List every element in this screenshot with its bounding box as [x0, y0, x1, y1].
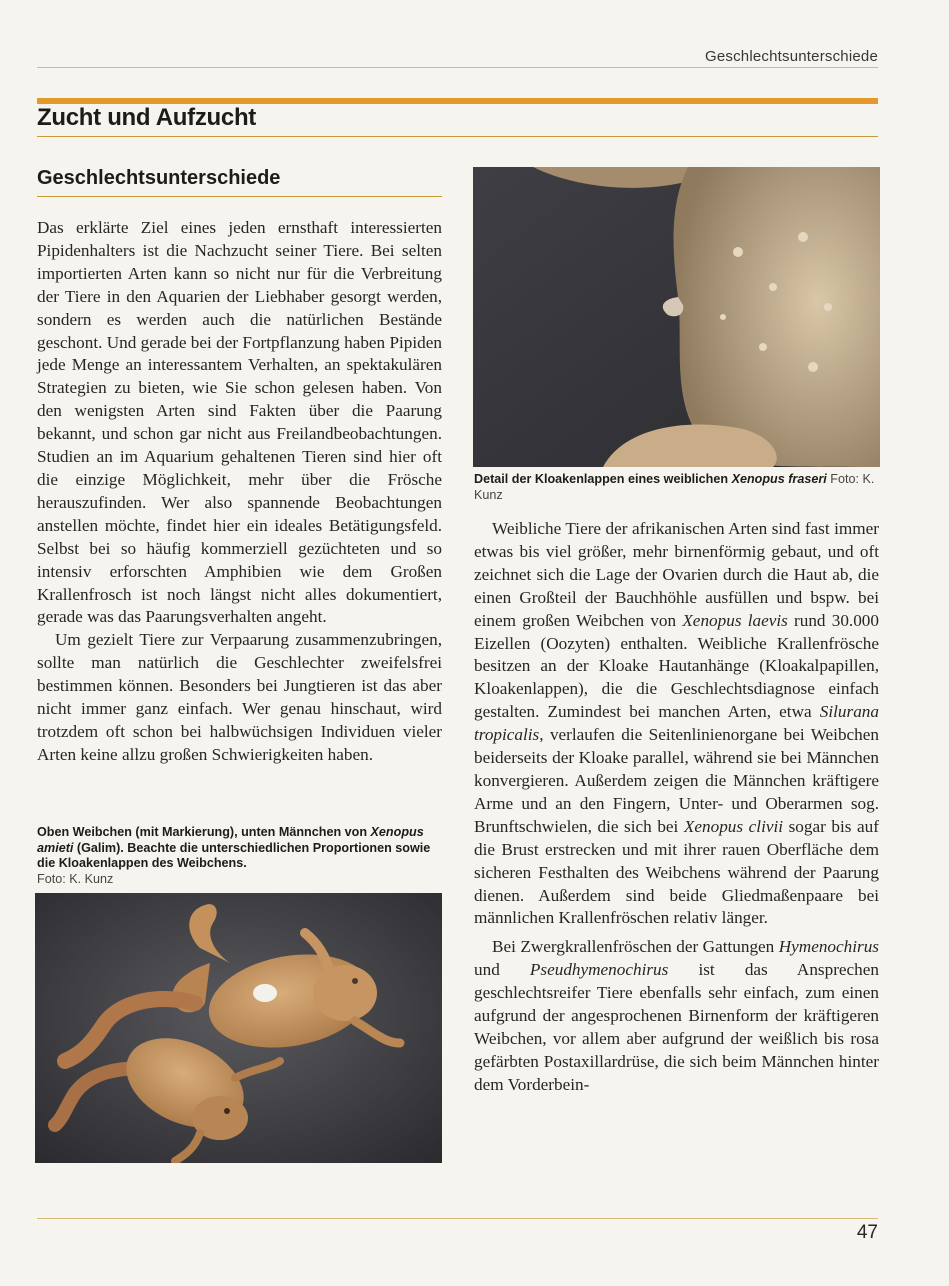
- caption-text: Oben Weibchen (mit Markierung), unten Männchen von: [37, 825, 371, 839]
- detail-caption: [474, 472, 879, 503]
- text-run: rund 30.000 Eizellen (Oozyten) enthalten. Weibliche Krallenfrösche besitzen an der Kloake Hautanhänge (Kloakalpapillen, Kloakenlappen), die die Geschlechtsdiagnose einfach gestalten. Zumindest bei manchen Arten, etwa: [474, 610, 879, 722]
- caption-text: Detail der Kloakenlappen eines weiblichen: [474, 472, 732, 486]
- paragraph: [474, 936, 879, 1096]
- caption-text: (Galim). Beachte die unterschiedlichen Proportionen sowie die Kloakenlappen des Weibchens.: [37, 840, 431, 870]
- caption-species: Xenopus fraseri: [731, 472, 827, 486]
- caption-species: Xenopus amieti: [37, 825, 424, 855]
- photo-credit: Foto: K. Kunz: [37, 871, 114, 886]
- section-rule: [37, 196, 442, 197]
- cloaca-detail-photo: [473, 167, 880, 467]
- right-column-text: [474, 518, 879, 1097]
- text-run: Weibliche Tiere der afrikanischen Arten sind fast immer etwas bis viel größer, mehr birnenförmig gebaut, und oft zeichnet sich die Lage der Ovarien durch die Haut ab, die einen Großteil der Bauchhöhle ausfüllen und bspw. bei einem großen Weibchen von: [474, 519, 879, 630]
- section-title: Geschlechtsunterschiede: [37, 167, 281, 189]
- paragraph: [474, 518, 879, 930]
- page-number: 47: [856, 1222, 878, 1243]
- genus-name: Pseudhymenochirus: [529, 960, 669, 980]
- text-run: Bei Zwergkrallenfröschen der Gattungen: [492, 937, 779, 957]
- frogs-photo: [35, 893, 442, 1163]
- header-rule: [37, 67, 878, 68]
- paragraph: Um gezielt Tiere zur Verpaarung zusammenzubringen, sollte man natürlich die Geschlechter zweifelsfrei bestimmen können. Besonders bei Jungtieren ist das aber nicht immer ganz einfach. Wer genau hinschaut, wird trotzdem oft schon bei halbwüchsigen Individuen vieler Arten keine allzu großen Schwierigkeiten haben.: [37, 630, 442, 764]
- chapter-title: Zucht und Aufzucht: [37, 104, 256, 131]
- frogs-photo-illustration: [35, 893, 442, 1163]
- text-run: ist das Ansprechen geschlechtsreifer Tiere ebenfalls sehr einfach, zum einen aufgrund der angesprochenen Birnenform der kräftigeren Weibchen, vor allem aber aufgrund der weißlich bis rosa gefärbten Postaxillardrüse, die sich beim Männchen hinter dem Vorderbein-: [474, 960, 879, 1094]
- left-column-text: [37, 217, 442, 767]
- footer-rule: [37, 1218, 878, 1219]
- text-run: und: [474, 960, 530, 980]
- text-run: sogar bis auf die Brust erstrecken und mit ihrer rauen Oberfläche dem sicheren Festhalten des Weibchens während der Paarung dienen. Außerdem sind beide Gliedmaßenpaare bei männlichen Krallenfröschen relativ länger.: [474, 816, 879, 928]
- photo-credit: Foto: K. Kunz: [474, 472, 875, 502]
- paragraph: Das erklärte Ziel eines jeden ernsthaft interessierten Pipidenhalters ist die Nachzucht seiner Tiere. Bei selten importierten Arten kann so nicht nur für die Verbreitung der Tiere in den Aquarien der Liebhaber gesorgt werden, sondern es werden auch die natürlichen Bestände geschont. Und gerade bei der Fortpflanzung haben Pipiden jede Menge an interessantem Verhalten, an spektakulären Strategien zu bieten, wie Sie schon gelesen haben. Von den wenigsten Arten sind Fakten über die Paarung bekannt, und schon gar nicht aus Freilandbeobachtungen. Studien an im Aquarium gehaltenen Tieren sind hier oft die einzige Möglichkeit, mehr über die Frösche herauszufinden. Wer also spannende Beobachtungen anstellen möchte, findet hier ein ideales Betätigungsfeld. Selbst bei so häufig kommerziell gezüchteten und so intensiv erforschten Amphibien wie dem Großen Krallenfrosch ist noch längst nicht alles dokumentiert, gerade was das Paarungsverhalten angeht.: [37, 218, 442, 627]
- text-run: , verlaufen die Seitenlinienorgane bei Weibchen beiderseits der Kloake parallel, während sie bei Männchen konvergieren. Außerdem zeigen die Männchen kräftigere Arme und an den Fingern, Unter- und Oberarmen sog. Brunftschwielen, die sich bei: [474, 725, 879, 836]
- frogs-caption: [37, 825, 442, 887]
- running-head: Geschlechtsunterschiede: [704, 48, 878, 65]
- chapter-rule-bottom: [37, 136, 878, 137]
- species-name: Xenopus clivii: [683, 816, 784, 836]
- species-name: Xenopus laevis: [682, 610, 788, 630]
- species-name: Silurana tropicalis: [474, 702, 879, 745]
- cloaca-detail-illustration: [473, 167, 880, 467]
- genus-name: Hymenochirus: [778, 937, 879, 957]
